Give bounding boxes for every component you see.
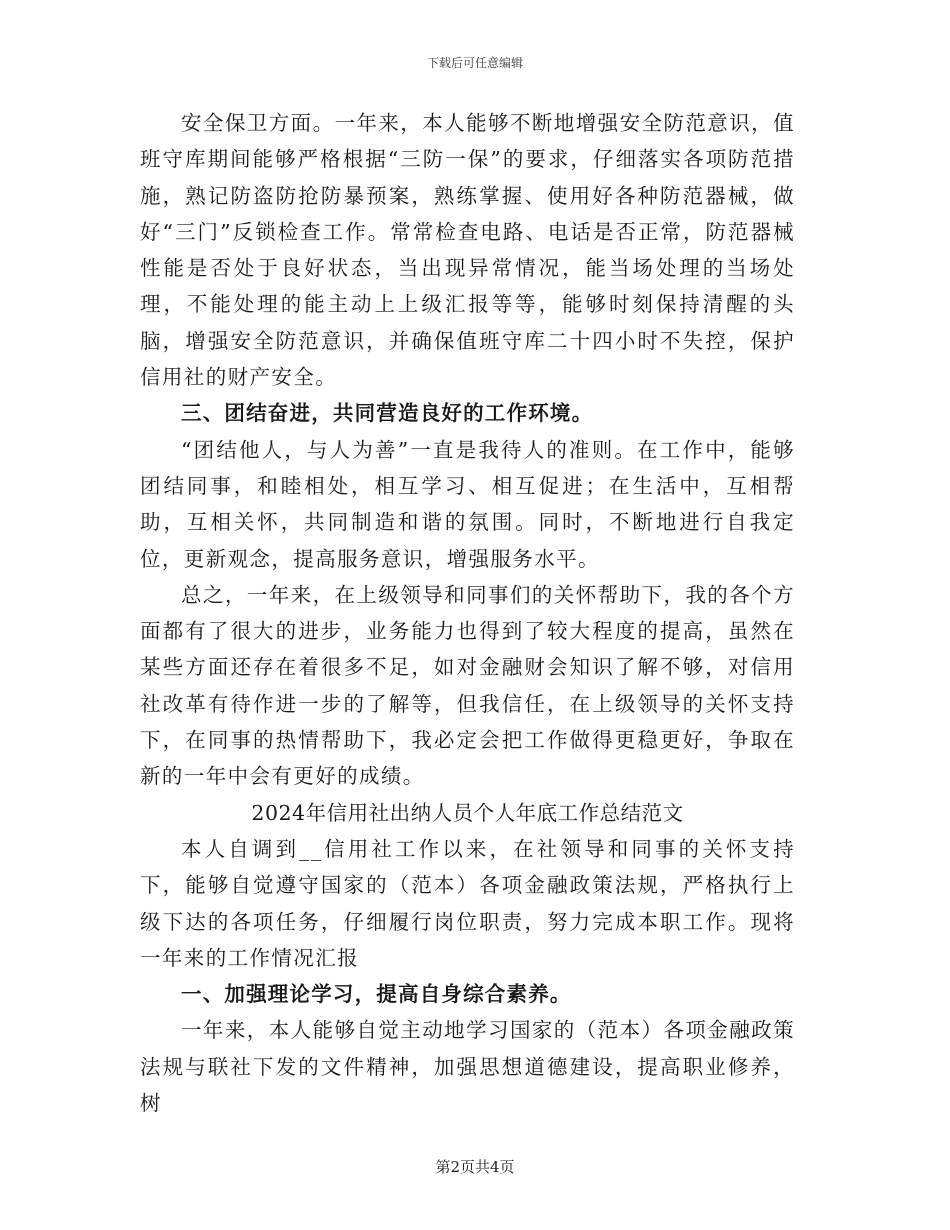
paragraph-security: 安全保卫方面。一年来，本人能够不断地增强安全防范意识，值班守库期间能够严格根据“三防一保”的要求，仔细落实各项防范措施，熟记防盗防抢防暴预案，熟练掌握、使用好各种防范器械，做好“三门”反锁检查工作。常常检查电路、电话是否正常，防范器械性能是否处于良好状态，当出现异常情况，能当场处理的当场处理，不能处理的能主动上上级汇报等等，能够时刻保持清醒的头脑，增强安全防范意识，并确保值班守库二十四小时不失控，保护信用社的财产安全。 — [140, 111, 795, 390]
paragraph-summary: 总之，一年来，在上级领导和同事们的关怀帮助下，我的各个方面都有了很大的进步，业务能力也得到了较大程度的提高，虽然在某些方面还存在着很多不足，如对金融财会知识了解不够，对信用社改革有待作进一步的了解等，但我信任，在上级领导的关怀支持下，在同事的热情帮助下，我必定会把工作做得更稳更好，争取在新的一年中会有更好的成绩。 — [140, 582, 795, 789]
page-header: 下载后可任意编辑 — [426, 56, 523, 70]
paragraph-study: 一年来，本人能够自觉主动地学习国家的（范本）各项金融政策法规与联社下发的文件精神，加强思想道德建设，提高职业修养，树 — [140, 1018, 795, 1116]
section-heading-study: 一、加强理论学习，提高自身综合素养。 — [181, 982, 572, 1007]
page-number: 第2页共4页 — [435, 1158, 515, 1176]
document-body — [140, 105, 795, 1121]
paragraph-unity: “团结他人，与人为善”一直是我待人的准则。在工作中，能够团结同事，和睦相处，相互学习、相互促进；在生活中，互相帮助，互相关怀，共同制造和谐的氛围。同时，不断地进行自我定位，更新观念，提高服务意识，增强服务水平。 — [140, 437, 795, 571]
document-title: 2024年信用社出纳人员个人年底工作总结范文 — [251, 800, 684, 825]
section-heading-unity: 三、团结奋进，共同营造良好的工作环境。 — [181, 401, 594, 426]
paragraph-intro: 本人自调到__信用社工作以来，在社领导和同事的关怀支持下，能够自觉遵守国家的（范本）各项金融政策法规，严格执行上级下达的各项任务，仔细履行岗位职责，努力完成本职工作。现将一年来的工作情况汇报 — [140, 836, 795, 970]
